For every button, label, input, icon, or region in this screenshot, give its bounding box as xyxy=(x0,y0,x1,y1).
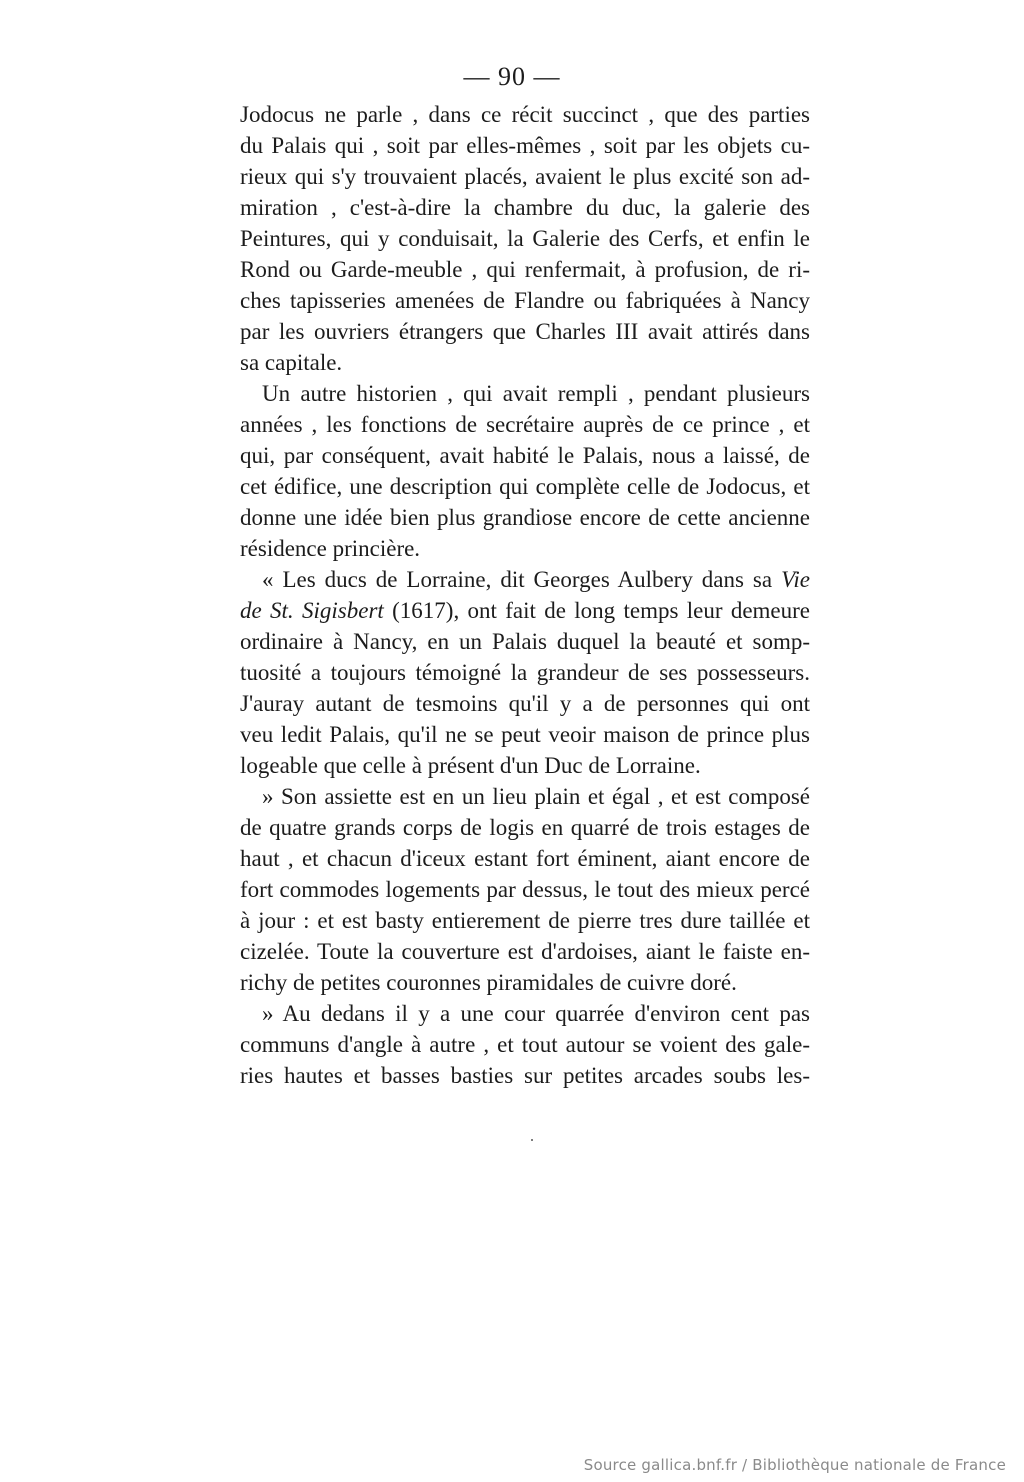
paragraph-2 xyxy=(240,378,810,564)
source-attribution: Source gallica.bnf.fr / Bibliothèque nationale de France xyxy=(583,1456,1006,1474)
text-line: » Son assiette est en un lieu plain et égal , et est composé xyxy=(262,784,810,809)
paragraph-4 xyxy=(240,781,810,998)
text-line: de quatre grands corps de logis en quarré de trois estages de xyxy=(240,815,810,840)
text-line: J'auray autant de tesmoins qu'il y a de personnes qui ont xyxy=(240,691,810,716)
body-text xyxy=(240,99,810,1091)
text-line xyxy=(240,595,810,626)
text-line: veu ledit Palais, qu'il ne se peut veoir maison de prince plus xyxy=(240,722,810,747)
text-line: ches tapisseries amenées de Flandre ou fabriquées à Nancy xyxy=(240,288,810,313)
text-line: Un autre historien , qui avait rempli , pendant plusieurs xyxy=(262,381,810,406)
text-segment: (1617), ont fait de long temps leur demeure xyxy=(383,598,810,623)
book-title: de St. Sigisbert xyxy=(240,598,384,623)
text-line: » Au dedans il y a une cour quarrée d'environ cent pas xyxy=(262,1001,810,1026)
text-line: qui, par conséquent, avait habité le Palais, nous a laissé, de xyxy=(240,443,810,468)
text-line: du Palais qui , soit par elles-mêmes , soit par les objets cu- xyxy=(240,133,810,158)
text-line: fort commodes logements par dessus, le tout des mieux percé xyxy=(240,877,810,902)
paragraph-1 xyxy=(240,99,810,378)
text-segment: « Les ducs de Lorraine, dit Georges Aulbery dans sa xyxy=(262,567,773,592)
text-line: sa capitale. xyxy=(240,350,343,375)
text-line: cet édifice, une description qui complète celle de Jodocus, et xyxy=(240,474,810,499)
text-line: haut , et chacun d'iceux estant fort éminent, aiant encore de xyxy=(240,846,810,871)
text-line: ordinaire à Nancy, en un Palais duquel la beauté et somp- xyxy=(240,629,810,654)
text-line: Rond ou Garde-meuble , qui renfermait, à profusion, de ri- xyxy=(240,257,810,282)
text-line: Jodocus ne parle , dans ce récit succinct , que des parties xyxy=(240,102,810,127)
text-line: rieux qui s'y trouvaient placés, avaient le plus excité son ad- xyxy=(240,164,810,189)
text-line: logeable que celle à présent d'un Duc de Lorraine. xyxy=(240,753,701,778)
text-line: donne une idée bien plus grandiose encore de cette ancienne xyxy=(240,505,810,530)
paragraph-5 xyxy=(240,998,810,1091)
text-line: à jour : et est basty entierement de pierre tres dure taillée et xyxy=(240,908,810,933)
text-line: tuosité a toujours témoigné la grandeur de ses possesseurs. xyxy=(240,660,810,685)
ink-speck xyxy=(531,1139,533,1141)
text-line xyxy=(240,564,810,595)
book-title: Vie xyxy=(781,567,811,592)
text-line: communs d'angle à autre , et tout autour se voient des gale- xyxy=(240,1032,810,1057)
text-line: années , les fonctions de secrétaire auprès de ce prince , et xyxy=(240,412,810,437)
text-line: résidence princière. xyxy=(240,536,421,561)
text-line: miration , c'est-à-dire la chambre du duc, la galerie des xyxy=(240,195,810,220)
paragraph-3 xyxy=(240,564,810,781)
text-line: ries hautes et basses basties sur petites arcades soubs les- xyxy=(240,1063,810,1088)
text-line: par les ouvriers étrangers que Charles III avait attirés dans xyxy=(240,319,810,344)
page-number: — 90 — xyxy=(463,62,561,91)
text-line: Peintures, qui y conduisait, la Galerie des Cerfs, et enfin le xyxy=(240,226,810,251)
text-line: cizelée. Toute la couverture est d'ardoises, aiant le faiste en- xyxy=(240,939,810,964)
text-line: richy de petites couronnes piramidales de cuivre doré. xyxy=(240,970,737,995)
